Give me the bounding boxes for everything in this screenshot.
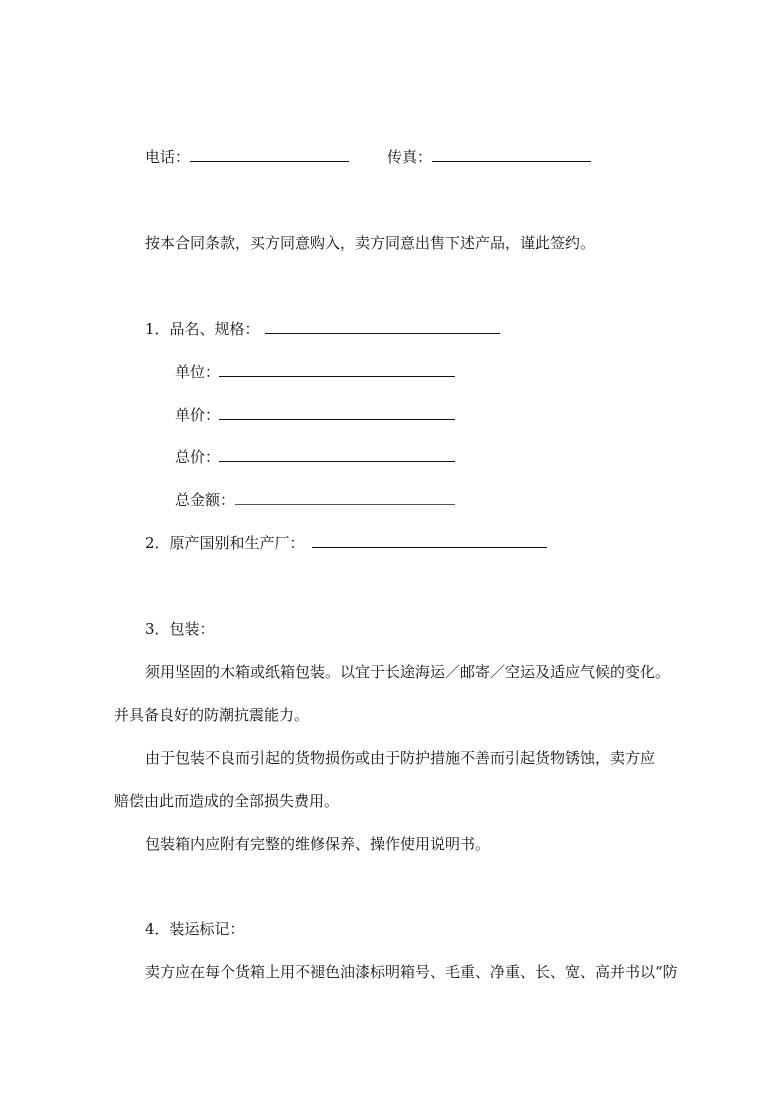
phone-blank-line <box>190 161 349 162</box>
section3-heading: 3．包装： <box>145 620 215 638</box>
packing-paragraph-line1: 须用坚固的木箱或纸箱包装。以宜于长途海运／邮寄／空运及适应气候的变化。 <box>145 663 671 681</box>
damage-paragraph-line1: 由于包装不良而引起的货物损伤或由于防护措施不善而引起货物锈蚀，卖方应 <box>145 749 656 767</box>
section2-heading: 2．原产国别和生产厂： <box>145 534 305 552</box>
product-spec-blank-line <box>265 333 500 334</box>
packing-paragraph-line2: 并具备良好的防潮抗震能力。 <box>114 706 310 724</box>
unit-label: 单位： <box>175 363 221 381</box>
total-price-blank-line <box>219 461 455 462</box>
fax-label: 传真： <box>387 148 433 166</box>
total-amount-blank-line <box>235 504 455 505</box>
manual-paragraph: 包装箱内应附有完整的维修保养、操作使用说明书。 <box>145 835 491 853</box>
shipping-mark-paragraph-line1: 卖方应在每个货箱上用不褪色油漆标明箱号、毛重、净重、长、宽、高并书以“防 <box>145 963 678 981</box>
total-amount-label: 总金额： <box>175 491 236 509</box>
fax-blank-line <box>432 161 591 162</box>
intro-paragraph: 按本合同条款，买方同意购入，卖方同意出售下述产品，谨此签约。 <box>145 234 596 252</box>
unit-blank-line <box>219 376 455 377</box>
phone-label: 电话： <box>145 148 191 166</box>
origin-manufacturer-blank-line <box>312 547 547 548</box>
section1-heading: 1．品名、规格： <box>145 320 260 338</box>
total-price-label: 总价： <box>175 448 221 466</box>
damage-paragraph-line2: 赔偿由此而造成的全部损失费用。 <box>114 792 340 810</box>
unit-price-label: 单价： <box>175 406 221 424</box>
section4-heading: 4．装运标记： <box>145 920 245 938</box>
unit-price-blank-line <box>219 419 455 420</box>
